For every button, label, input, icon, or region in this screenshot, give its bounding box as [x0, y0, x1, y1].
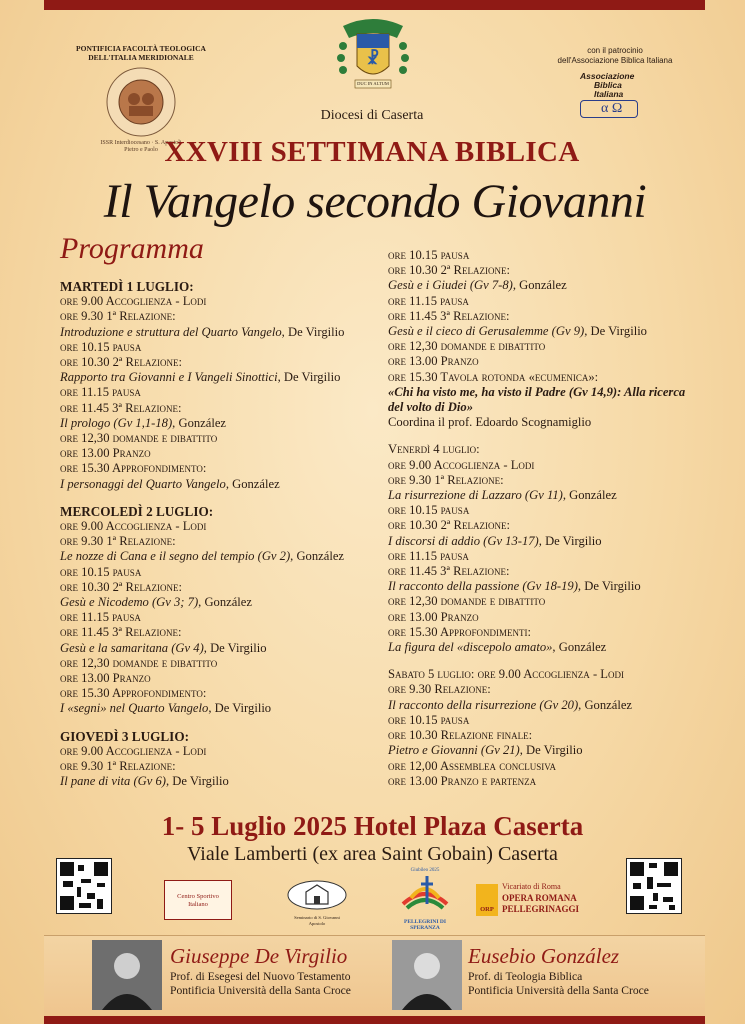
event-dates-place: 1- 5 Luglio 2025 Hotel Plaza Caserta [161, 811, 584, 841]
abi-line2: Biblica [594, 80, 622, 90]
program-line [388, 594, 708, 609]
programma-heading: Programma [60, 232, 204, 265]
program-line [388, 473, 708, 488]
program-line-text: ore 10.30 2ª Relazione: [60, 355, 182, 370]
program-line [60, 671, 370, 686]
program-line [388, 324, 708, 339]
diocese-name: Diocesi di Caserta [320, 108, 424, 123]
program-line-text: ore 11.45 3ª Relazione: [388, 308, 510, 323]
program-line-text: Pietro e Giovanni (Gv 21) [388, 743, 520, 758]
program-line [60, 595, 370, 610]
faculty-logo [76, 44, 206, 153]
program-speaker: , González [198, 595, 252, 610]
program-line-text: ore 9.00 Accoglienza - Lodi [60, 519, 207, 534]
faculty-name-line2: DELL'ITALIA MERIDIONALE [88, 53, 194, 62]
jubilee-bottom: PELLEGRINI DI SPERANZA [403, 919, 447, 931]
program-line [388, 625, 708, 640]
abi-patronage [540, 46, 690, 118]
program-line-text: La figura del «discepolo amato» [388, 640, 553, 655]
program-gap [60, 492, 370, 504]
program-line [60, 446, 370, 461]
program-line [60, 641, 370, 656]
program-line [388, 503, 708, 518]
program-speaker: , De Virgilio [277, 370, 341, 385]
crest-motto: DUC IN ALTUM [357, 81, 389, 86]
program-speaker: , De Virgilio [538, 533, 602, 548]
program-line [60, 294, 370, 309]
program-line-text: ore 10.15 pausa [60, 564, 142, 579]
program-line-text: Il pane di vita (Gv 6) [60, 774, 166, 789]
program-speaker: , De Virgilio [165, 774, 229, 789]
program-line-text: Venerdì 4 luglio: [388, 442, 480, 457]
orp-badge: ORP [476, 884, 498, 916]
person-icon [92, 940, 162, 1010]
sponsor-seminary-logo [286, 880, 348, 926]
program-speaker: , De Virgilio [584, 324, 647, 339]
program-line [60, 370, 370, 385]
program-speaker: , González [225, 476, 280, 491]
program-line-text: ore 15.30 Approfondimento: [60, 686, 207, 701]
program-line-text: ore 11.15 pausa [60, 385, 141, 400]
program-line-text: del volto di Dio» [388, 400, 473, 415]
seal-icon [105, 66, 177, 138]
program-day-heading [60, 729, 370, 744]
program-line-text: ore 9.30 1ª Relazione: [60, 759, 176, 774]
sponsor-seminary-text: Seminario di S. Giovanni Apostolo [294, 915, 340, 926]
program-line-text: ore 13.00 Pranzo [60, 671, 151, 686]
program-line-text: I discorsi di addio (Gv 13-17) [388, 533, 539, 548]
program-line [388, 339, 708, 354]
event-address: Viale Lamberti (ex area Saint Gobain) Caserta [187, 843, 558, 865]
program-line [388, 698, 708, 713]
program-line [388, 309, 708, 324]
program-line-text: ore 9.30 1ª Relazione: [388, 472, 504, 487]
program-line [60, 416, 370, 431]
program-line [60, 759, 370, 774]
program-line [388, 278, 708, 293]
program-line [388, 263, 708, 278]
bottom-border [44, 1016, 705, 1024]
program-line-text: ore 15.30 Approfondimento: [60, 461, 207, 476]
program-line [60, 701, 370, 716]
program-line [388, 728, 708, 743]
program-line [388, 442, 708, 457]
faculty-name-line1: PONTIFICIA FACOLTÀ TEOLOGICA [76, 44, 206, 53]
diocese-crest [333, 16, 413, 101]
program-speaker: , De Virgilio [281, 324, 345, 339]
program-line-text: ore 10.15 pausa [60, 339, 142, 354]
program-line-text: ore 10.15 pausa [388, 248, 470, 262]
church-icon [286, 880, 348, 910]
program-line-text: Il prologo (Gv 1,1-18) [60, 415, 173, 430]
program-line-text: ore 11.45 3ª Relazione: [388, 564, 510, 579]
speaker-affiliation-gonzalez: Pontificia Università della Santa Croce [468, 984, 649, 997]
program-line [388, 564, 708, 579]
program-line [60, 534, 370, 549]
program-line-text: I «segni» nel Quarto Vangelo [60, 701, 209, 716]
program-line-text: ore 10.30 Relazione finale: [388, 728, 533, 743]
program-line [388, 248, 708, 263]
jubilee-icon [397, 874, 453, 914]
program-line [388, 774, 708, 789]
speaker-photo-gonzalez [392, 940, 462, 1010]
main-title: Il Vangelo secondo Giovanni [103, 175, 647, 228]
program-line-text: Sabato 5 luglio: ore 9.00 Accoglienza - Lodi [388, 667, 624, 682]
program-line [388, 640, 708, 655]
orp-line1: Vicariato di Roma [502, 882, 561, 891]
speaker-role-devirgilio: Prof. di Esegesi del Nuovo Testamento [170, 970, 351, 983]
program-line-text: I personaggi del Quarto Vangelo [60, 476, 226, 491]
program-line [388, 579, 708, 594]
program-line-text: ore 12,30 domande e dibattito [60, 431, 218, 446]
program-speaker: , González [562, 488, 617, 503]
abi-line1: Associazione [580, 71, 635, 81]
program-line-text: ore 10.30 2ª Relazione: [388, 518, 510, 533]
program-speaker: , González [512, 278, 567, 293]
program-line-text: ore 13.00 Pranzo e partenza [388, 773, 537, 788]
program-line [60, 340, 370, 355]
sponsor-jubilee-logo [392, 868, 458, 931]
program-line-text: ore 9.00 Accoglienza - Lodi [60, 743, 207, 758]
program-line-text: ore 9.30 1ª Relazione: [60, 309, 176, 324]
program-line-text: ore 10.15 pausa [388, 503, 470, 518]
program-line-text: Coordina il prof. Edoardo Scognamiglio [388, 415, 592, 430]
program-line-text: Gesù e i Giudei (Gv 7-8) [388, 278, 513, 293]
program-line-text: ore 11.45 3ª Relazione: [60, 400, 182, 415]
program-line-text: Introduzione e struttura del Quarto Vangelo [60, 324, 282, 339]
program-line [60, 580, 370, 595]
program-line-text: ore 13.00 Pranzo [388, 609, 479, 624]
program-line [60, 686, 370, 701]
program-line-text: Rapporto tra Giovanni e I Vangeli Sinottici [60, 370, 278, 385]
program-line [388, 294, 708, 309]
speaker-photo-devirgilio [92, 940, 162, 1010]
abi-logo [580, 72, 650, 118]
program-line-text: ore 13.00 Pranzo [60, 446, 151, 461]
program-line-text: ore 11.15 pausa [60, 610, 141, 625]
program-line [60, 477, 370, 492]
program-line [388, 415, 708, 430]
program-line [60, 401, 370, 416]
program-speaker: , De Virgilio [208, 701, 272, 716]
speaker-affiliation-devirgilio: Pontificia Università della Santa Croce [170, 984, 351, 997]
program-line [60, 325, 370, 340]
program-line-text: ore 12,30 domande e dibattito [388, 594, 546, 609]
program-line-text: ore 15.30 Approfondimenti: [388, 624, 532, 639]
program-line-text: MARTEDÌ 1 LUGLIO: [60, 279, 194, 294]
patronage-line2: dell'Associazione Biblica Italiana [557, 56, 673, 65]
program-line-text: ore 12,30 domande e dibattito [388, 339, 546, 354]
qr-code-right[interactable] [626, 858, 682, 914]
orp-line2: OPERA ROMANA [502, 893, 577, 903]
program-line [60, 610, 370, 625]
program-line [60, 431, 370, 446]
program-line-text: ore 9.00 Accoglienza - Lodi [60, 294, 207, 309]
program-line-text: Il racconto della passione (Gv 18-19) [388, 579, 578, 594]
program-line-text: Gesù e la samaritana (Gv 4) [60, 640, 204, 655]
program-line [388, 354, 708, 369]
program-line-text: ore 11.15 pausa [388, 293, 469, 308]
program-speaker: , González [290, 549, 344, 564]
edition-title: XXVIII SETTIMANA BIBLICA [164, 136, 580, 168]
program-line [60, 549, 370, 564]
program-line [60, 656, 370, 671]
program-line [60, 385, 370, 400]
program-speaker: , De Virgilio [519, 743, 583, 758]
program-line-text: ore 10.30 2ª Relazione: [388, 263, 510, 278]
program-gap [388, 655, 708, 667]
seal-text: ISSR Interdiocesano · S. Apostoli Pietro e Paolo [100, 140, 182, 153]
program-line-text: La risurrezione di Lazzaro (Gv 11) [388, 488, 563, 503]
program-speaker: , De Virgilio [203, 640, 267, 655]
program-line-text: «Chi ha visto me, ha visto il Padre (Gv 14,9): Alla ricerca [388, 384, 686, 399]
program-line [60, 774, 370, 789]
program-line-text: Gesù e il cieco di Gerusalemme (Gv 9) [388, 324, 585, 339]
program-line [60, 744, 370, 759]
program-line [388, 549, 708, 564]
program-day-heading [60, 279, 370, 294]
orp-line3: PELLEGRINAGGI [502, 904, 580, 914]
program-line-text: ore 10.30 2ª Relazione: [60, 579, 182, 594]
program-line-text: ore 9.00 Accoglienza - Lodi [388, 457, 535, 472]
speaker-name-gonzalez: Eusebio González [468, 944, 620, 968]
speaker-name-devirgilio: Giuseppe De Virgilio [170, 944, 348, 968]
program-line-text: Gesù e Nicodemo (Gv 3; 7) [60, 595, 199, 610]
program-line [388, 458, 708, 473]
program-line-text: ore 13.00 Pranzo [388, 354, 479, 369]
program-right-column [388, 248, 708, 789]
program-line [388, 713, 708, 728]
program-line [388, 759, 708, 774]
program-line-text: ore 9.30 1ª Relazione: [60, 534, 176, 549]
program-line [60, 355, 370, 370]
jubilee-top: Giubileo 2025 [410, 868, 440, 873]
program-line [388, 400, 708, 415]
program-line [388, 682, 708, 697]
program-line [388, 385, 708, 400]
program-line-text: ore 11.45 3ª Relazione: [60, 625, 182, 640]
program-line [60, 309, 370, 324]
program-line-text: GIOVEDÌ 3 LUGLIO: [60, 728, 189, 744]
program-line [388, 534, 708, 549]
issr-seal [100, 66, 182, 153]
program-line-text: ore 10.15 pausa [388, 712, 470, 727]
speaker-role-gonzalez: Prof. di Teologia Biblica [468, 970, 583, 983]
program-line-text: MERCOLEDÌ 2 LUGLIO: [60, 503, 214, 519]
program-line [60, 519, 370, 534]
program-speaker: , De Virgilio [577, 579, 641, 594]
program-line [388, 610, 708, 625]
program-line [60, 625, 370, 640]
program-line [388, 743, 708, 758]
patronage-line1: con il patrocinio [587, 46, 643, 55]
program-line-text: ore 15.30 Tavola rotonda «ecumenica»: [388, 369, 599, 384]
sponsor-csi-logo [164, 880, 232, 920]
speakers-panel [44, 935, 705, 1017]
program-day-heading [60, 504, 370, 519]
program-speaker: , González [172, 415, 227, 430]
qr-code-left[interactable] [56, 858, 112, 914]
program-line [388, 370, 708, 385]
sponsor-orp-logo [476, 882, 582, 918]
program-line-text: Il racconto della risurrezione (Gv 20) [388, 697, 579, 712]
program-line [60, 461, 370, 476]
program-line [60, 565, 370, 580]
sponsor-csi-text: Centro Sportivo Italiano [177, 893, 219, 908]
person-icon [392, 940, 462, 1010]
program-line [388, 518, 708, 533]
program-gap [60, 717, 370, 729]
program-speaker: , González [578, 697, 632, 712]
program-line [388, 667, 708, 682]
program-line-text: ore 12,00 Assemblea conclusiva [388, 758, 557, 773]
program-line-text: ore 11.15 pausa [388, 548, 469, 563]
svg-text:☧: ☧ [366, 51, 380, 68]
program-speaker: , González [552, 640, 607, 655]
program-gap [388, 430, 708, 442]
program-left-column [60, 279, 370, 790]
program-line-text: ore 12,30 domande e dibattito [60, 655, 218, 670]
abi-symbol: α Ω [580, 100, 638, 118]
abi-line3: Italiana [594, 89, 624, 99]
top-border [44, 0, 705, 10]
program-line-text: ore 9.30 Relazione: [388, 682, 491, 697]
program-line [388, 488, 708, 503]
program-line-text: Le nozze di Cana e il segno del tempio (Gv 2) [60, 549, 291, 564]
